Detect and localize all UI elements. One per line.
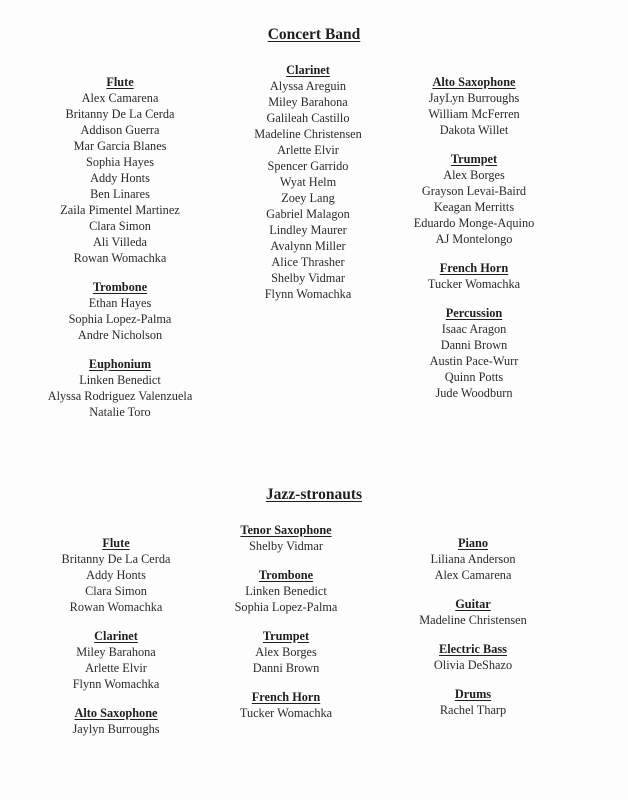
member-name: Sophia Hayes	[86, 155, 154, 169]
instrument-section	[186, 522, 386, 554]
section-heading: Flute	[106, 75, 134, 89]
member-name: Flynn Womachka	[264, 287, 352, 301]
member-name: Clara Simon	[89, 219, 151, 233]
instrument-section	[186, 567, 386, 615]
member-name: Arlette Elvir	[85, 661, 147, 675]
member-name: Shelby Vidmar	[271, 271, 345, 285]
jazz-column-right	[373, 535, 573, 731]
member-name: Isaac Aragon	[441, 322, 507, 336]
member-name: Madeline Christensen	[254, 127, 362, 141]
member-name: Keagan Merritts	[433, 200, 515, 214]
section-heading: Clarinet	[94, 629, 138, 643]
member-name: Gabriel Malagon	[266, 207, 350, 221]
member-name: Madeline Christensen	[419, 613, 527, 627]
member-name: Olivia DeShazo	[433, 658, 513, 672]
member-name: Ethan Hayes	[88, 296, 152, 310]
member-name: Quinn Potts	[444, 370, 504, 384]
member-name: Rachel Tharp	[439, 703, 507, 717]
member-name: JayLyn Burroughs	[428, 91, 520, 105]
section-heading: Percussion	[445, 306, 503, 320]
instrument-section	[374, 305, 574, 401]
instrument-section	[186, 689, 386, 721]
instrument-section	[373, 686, 573, 718]
instrument-section	[186, 628, 386, 676]
member-name: Grayson Levai-Baird	[421, 184, 527, 198]
instrument-section	[20, 279, 220, 343]
concert-band-column-left	[20, 74, 220, 433]
section-heading: Trombone	[258, 568, 314, 582]
member-name: Liliana Anderson	[430, 552, 516, 566]
member-name: Alex Camarena	[81, 91, 159, 105]
section-heading: Euphonium	[88, 357, 152, 371]
instrument-section	[374, 260, 574, 292]
member-name: Sophia Lopez-Palma	[68, 312, 172, 326]
instrument-section	[373, 641, 573, 673]
member-name: Andre Nicholson	[77, 328, 163, 342]
member-name: Lindley Maurer	[269, 223, 347, 237]
member-name: Alice Thrasher	[271, 255, 345, 269]
member-name: AJ Montelongo	[435, 232, 513, 246]
member-name: Britanny De La Cerda	[61, 552, 171, 566]
member-name: Shelby Vidmar	[249, 539, 323, 553]
instrument-section	[373, 596, 573, 628]
member-name: Spencer Garrido	[267, 159, 349, 173]
member-name: Addy Honts	[86, 568, 146, 582]
member-name: Addy Honts	[90, 171, 150, 185]
member-name: Rowan Womachka	[69, 600, 163, 614]
section-heading: Guitar	[455, 597, 491, 611]
instrument-section	[374, 151, 574, 247]
member-name: Arlette Elvir	[277, 143, 339, 157]
member-name: Linken Benedict	[79, 373, 161, 387]
jazz-column-middle	[186, 522, 386, 734]
member-name: Alyssa Areguin	[269, 79, 347, 93]
section-heading: Alto Saxophone	[74, 706, 158, 720]
member-name: Danni Brown	[440, 338, 508, 352]
instrument-section	[20, 74, 220, 266]
member-name: Zoey Lang	[281, 191, 335, 205]
member-name: Tucker Womachka	[427, 277, 521, 291]
section-heading: Alto Saxophone	[432, 75, 516, 89]
section-heading: French Horn	[251, 690, 321, 704]
member-name: Ali Villeda	[92, 235, 148, 249]
instrument-section	[20, 356, 220, 420]
member-name: Miley Barahona	[76, 645, 156, 659]
member-name: Britanny De La Cerda	[65, 107, 175, 121]
member-name: Ben Linares	[90, 187, 150, 201]
member-name: Tucker Womachka	[239, 706, 333, 720]
member-name: Alex Camarena	[434, 568, 512, 582]
concert-band-column-right	[374, 74, 574, 414]
section-heading: Trumpet	[262, 629, 310, 643]
member-name: Jaylyn Burroughs	[72, 722, 160, 736]
member-name: Austin Pace-Wurr	[429, 354, 519, 368]
section-heading: Drums	[454, 687, 492, 701]
section-heading: Trumpet	[450, 152, 498, 166]
jazz-title: Jazz-stronauts	[265, 486, 363, 503]
member-name: Danni Brown	[252, 661, 320, 675]
section-heading: Trombone	[92, 280, 148, 294]
section-heading: Clarinet	[286, 63, 330, 77]
instrument-section	[373, 535, 573, 583]
member-name: Natalie Toro	[89, 405, 151, 419]
member-name: Flynn Womachka	[72, 677, 160, 691]
member-name: Galileah Castillo	[266, 111, 350, 125]
member-name: Zaila Pimentel Martinez	[60, 203, 180, 217]
instrument-section	[374, 74, 574, 138]
member-name: Alyssa Rodriguez Valenzuela	[47, 389, 193, 403]
member-name: Eduardo Monge-Aquino	[413, 216, 535, 230]
member-name: Mar Garcia Blanes	[73, 139, 167, 153]
section-heading: Flute	[102, 536, 130, 550]
section-heading: Piano	[457, 536, 489, 550]
concert-band-title: Concert Band	[267, 26, 361, 43]
member-name: Clara Simon	[85, 584, 147, 598]
member-name: Wyat Helm	[279, 175, 337, 189]
member-name: Linken Benedict	[245, 584, 327, 598]
member-name: Miley Barahona	[268, 95, 348, 109]
member-name: Addison Guerra	[80, 123, 160, 137]
member-name: Alex Borges	[443, 168, 505, 182]
member-name: Jude Woodburn	[435, 386, 513, 400]
member-name: Alex Borges	[255, 645, 317, 659]
member-name: Rowan Womachka	[73, 251, 167, 265]
section-heading: Tenor Saxophone	[240, 523, 332, 537]
section-heading: French Horn	[439, 261, 509, 275]
member-name: William McFerren	[428, 107, 520, 121]
member-name: Sophia Lopez-Palma	[234, 600, 338, 614]
section-heading: Electric Bass	[439, 642, 507, 656]
member-name: Dakota Willet	[439, 123, 509, 137]
member-name: Avalynn Miller	[270, 239, 346, 253]
